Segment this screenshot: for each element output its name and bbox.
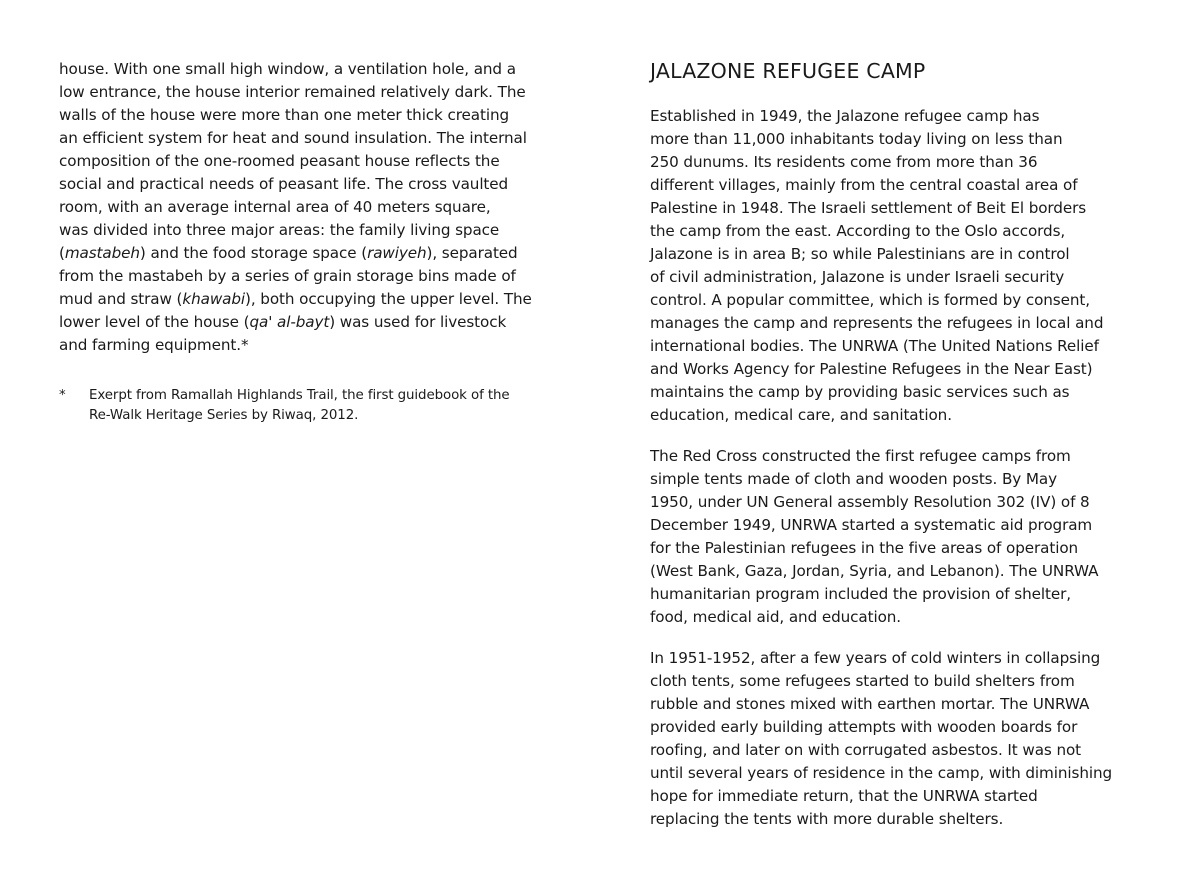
footnote-line: Re-Walk Heritage Series by Riwaq, 2012.: [89, 408, 359, 423]
right-page: [590, 0, 1181, 886]
body-line: room, with an average internal area of 40 meters square,: [59, 198, 491, 216]
body-line: more than 11,000 inhabitants today living on less than: [650, 130, 1063, 148]
body-line: [59, 311, 539, 334]
body-line: from the mastabeh by a series of grain storage bins made of: [59, 267, 516, 285]
footnote-line: Exerpt from Ramallah Highlands Trail, the first guidebook of the: [89, 388, 510, 403]
body-line: and Works Agency for Palestine Refugees in the Near East): [650, 360, 1093, 378]
text-run: mud and straw (: [59, 290, 183, 308]
section-title: JALAZONE REFUGEE CAMP: [650, 59, 926, 83]
text-run: ), separated: [426, 244, 518, 262]
term-mastabeh: mastabeh: [64, 244, 140, 262]
footnote-text: [89, 386, 539, 426]
body-line: simple tents made of cloth and wooden posts. By May: [650, 470, 1057, 488]
body-line: Palestine in 1948. The Israeli settlement of Beit El borders: [650, 199, 1087, 217]
body-line: [59, 242, 539, 265]
body-line: walls of the house were more than one meter thick creating: [59, 106, 510, 124]
text-run: ) and the food storage space (: [139, 244, 368, 262]
left-page: [0, 0, 590, 886]
body-line: provided early building attempts with wooden boards for: [650, 718, 1078, 736]
term-qa-al-bayt: qa' al-bayt: [249, 313, 330, 331]
body-line: In 1951-1952, after a few years of cold winters in collapsing: [650, 649, 1101, 667]
term-rawiyeh: rawiyeh: [367, 244, 427, 262]
body-line: and farming equipment.*: [59, 336, 249, 354]
body-line: education, medical care, and sanitation.: [650, 406, 952, 424]
body-line: different villages, mainly from the central coastal area of: [650, 176, 1078, 194]
text-run: lower level of the house (: [59, 313, 250, 331]
body-line: hope for immediate return, that the UNRWA started: [650, 787, 1038, 805]
left-body-text: [59, 58, 539, 357]
body-line: [59, 288, 539, 311]
body-line: composition of the one-roomed peasant house reflects the: [59, 152, 500, 170]
body-line: Jalazone is in area B; so while Palestinians are in control: [650, 245, 1070, 263]
body-line: food, medical aid, and education.: [650, 608, 902, 626]
body-line: Established in 1949, the Jalazone refugee camp has: [650, 107, 1040, 125]
footnote: [59, 386, 539, 426]
body-line: low entrance, the house interior remained relatively dark. The: [59, 83, 526, 101]
body-line: cloth tents, some refugees started to build shelters from: [650, 672, 1075, 690]
paragraph-2: [650, 445, 1130, 629]
body-line: social and practical needs of peasant life. The cross vaulted: [59, 175, 509, 193]
body-line: of civil administration, Jalazone is under Israeli security: [650, 268, 1065, 286]
body-line: replacing the tents with more durable shelters.: [650, 810, 1004, 828]
body-line: 250 dunums. Its residents come from more than 36: [650, 153, 1038, 171]
body-line: for the Palestinian refugees in the five areas of operation: [650, 539, 1079, 557]
body-line: house. With one small high window, a ventilation hole, and a: [59, 60, 516, 78]
text-run: ) was used for livestock: [329, 313, 507, 331]
body-line: 1950, under UN General assembly Resolution 302 (IV) of 8: [650, 493, 1090, 511]
paragraph-3: [650, 647, 1130, 831]
body-line: until several years of residence in the camp, with diminishing: [650, 764, 1113, 782]
body-line: manages the camp and represents the refugees in local and: [650, 314, 1104, 332]
text-run: ), both occupying the upper level. The: [245, 290, 532, 308]
body-line: rubble and stones mixed with earthen mortar. The UNRWA: [650, 695, 1090, 713]
body-line: (West Bank, Gaza, Jordan, Syria, and Lebanon). The UNRWA: [650, 562, 1099, 580]
body-line: the camp from the east. According to the Oslo accords,: [650, 222, 1066, 240]
body-line: December 1949, UNRWA started a systematic aid program: [650, 516, 1093, 534]
body-line: international bodies. The UNRWA (The United Nations Relief: [650, 337, 1099, 355]
term-khawabi: khawabi: [182, 290, 246, 308]
footnote-mark: *: [59, 388, 66, 403]
body-line: an efficient system for heat and sound insulation. The internal: [59, 129, 527, 147]
body-line: was divided into three major areas: the family living space: [59, 221, 500, 239]
body-line: The Red Cross constructed the first refugee camps from: [650, 447, 1071, 465]
text-run: (: [59, 244, 65, 262]
body-line: maintains the camp by providing basic services such as: [650, 383, 1070, 401]
paragraph-1: [650, 105, 1130, 427]
body-line: roofing, and later on with corrugated asbestos. It was not: [650, 741, 1082, 759]
body-line: control. A popular committee, which is formed by consent,: [650, 291, 1090, 309]
body-line: humanitarian program included the provision of shelter,: [650, 585, 1071, 603]
